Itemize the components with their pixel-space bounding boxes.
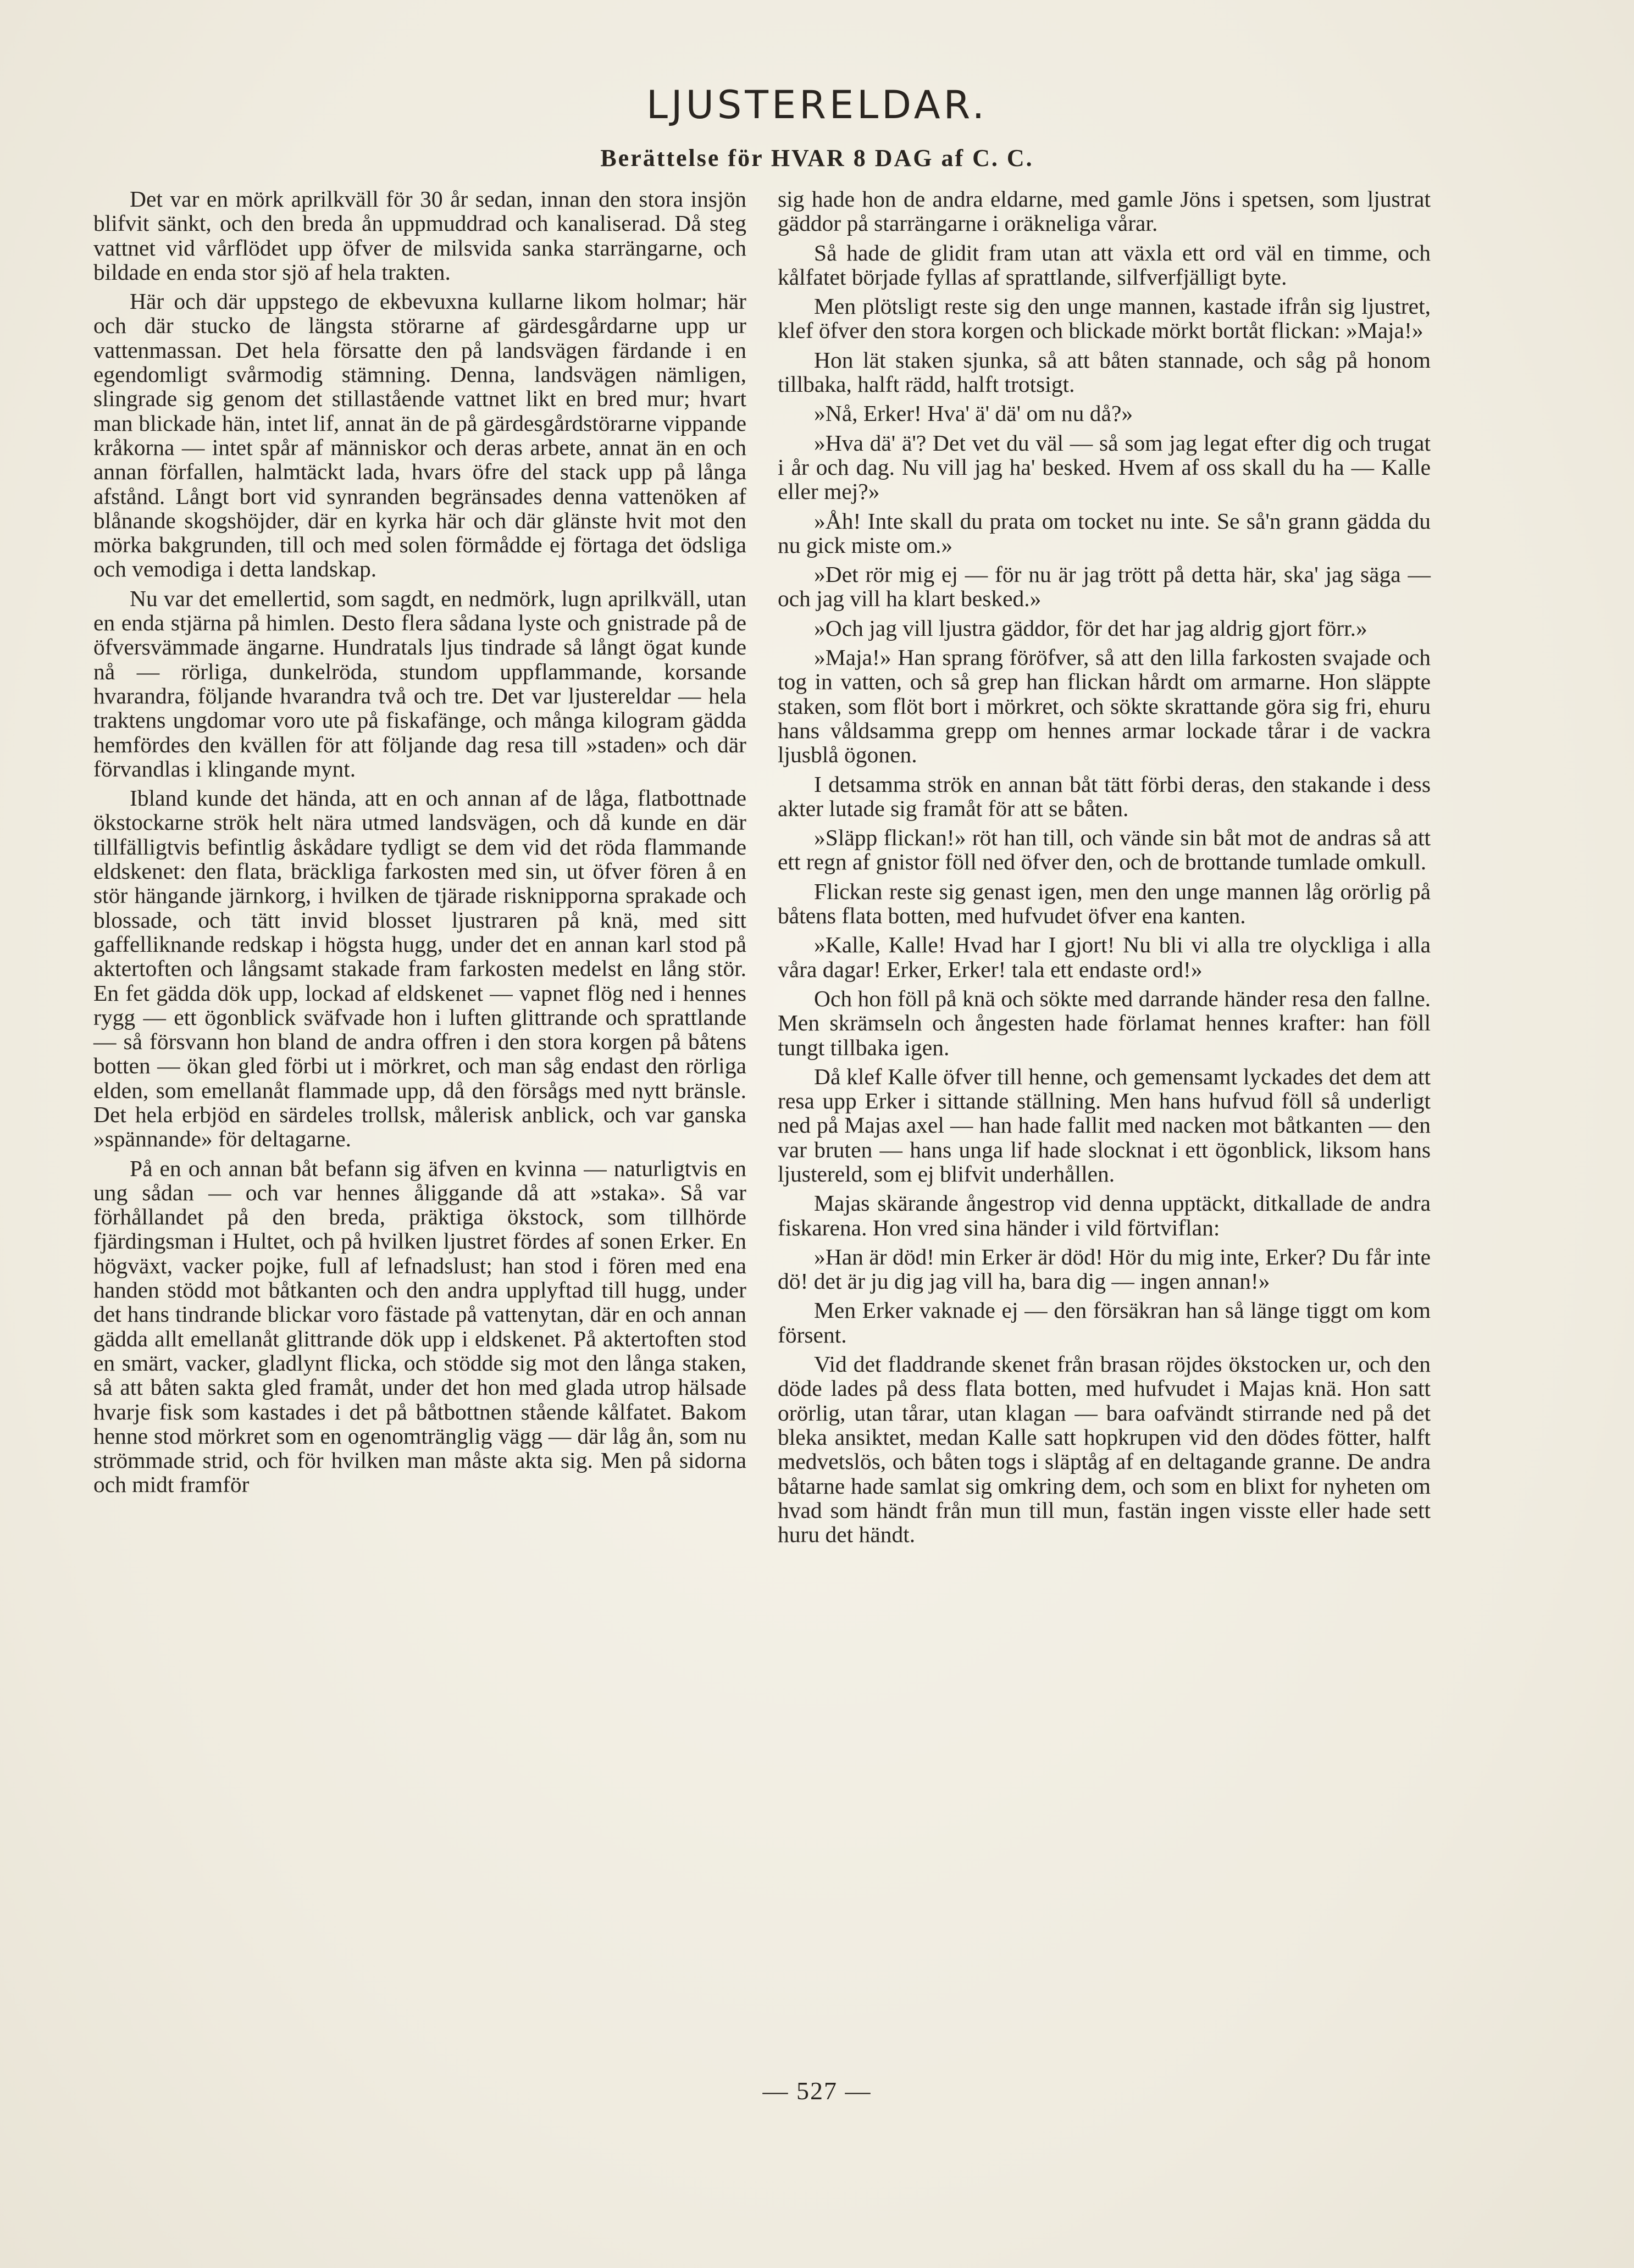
- paragraph: »Hva dä' ä'? Det vet du väl — så som jag legat efter dig och trugat i år och dag. Nu vill jag ha' besked. Hvem af oss skall du ha — Kalle eller mej?»: [778, 430, 1431, 504]
- left-column: [93, 187, 746, 1502]
- paragraph: Nu var det emellertid, som sagdt, en nedmörk, lugn aprilkväll, utan en enda stjärna på himlen. Desto flera sådana lyste och gnistrade på de öfversvämmade ängarne. Hundratals ljus tindrade så långt ögat kunde nå — rörliga, dunkelröda, stundom uppflammande, korsande hvarandra, följande hvarandra två och tre. Det var ljustereldar — hela traktens ungdomar voro ute på fiskafänge, och många kilogram gädda hemfördes den kvällen för att följande dag resa till »staden» och där förvandlas i klingande mynt.: [93, 585, 746, 781]
- paragraph: »Åh! Inte skall du prata om tocket nu inte. Se så'n grann gädda du nu gick miste om.»: [778, 508, 1431, 558]
- paragraph: Hon lät staken sjunka, så att båten stannade, och såg på honom tillbaka, halft rädd, halft trotsigt.: [778, 347, 1431, 397]
- paragraph: »Nå, Erker! Hva' ä' dä' om nu då?»: [814, 401, 1133, 426]
- right-column: [778, 187, 1431, 1551]
- paragraph: Och hon föll på knä och sökte med darrande händer resa den fallne. Men skrämseln och ångesten hade förlamat hennes krafter: han föll tungt tillbaka igen.: [778, 985, 1431, 1060]
- paragraph: Vid det fladdrande skenet från brasan röjdes ökstocken ur, och den döde lades på dess flata botten, med hufvudet i Majas knä. Hon satt orörlig, utan tårar, utan klagan — bara oafvändt stirrande ned på det bleka ansiktet, medan Kalle satt hopkrupen vid den dödes fötter, halft medvetslös, och båten togs i släptåg af en deltagande granne. De andra båtarne hade samlat sig omkring dem, och som en blixt for nyheten om hvad som händt från mun till mun, fastän ingen visste eller hade sett huru det händt.: [778, 1351, 1431, 1548]
- paragraph: »Släpp flickan!» röt han till, och vände sin båt mot de andras så att ett regn af gnistor föll ned öfver den, och de brottande tumlade omkull.: [778, 825, 1431, 875]
- paragraph: Men plötsligt reste sig den unge mannen, kastade ifrån sig ljustret, klef öfver den stora korgen och blickade mörkt bortåt flickan: »Maja!»: [778, 293, 1431, 343]
- paragraph: Men Erker vaknade ej — den försäkran han så länge tiggt om kom försent.: [778, 1297, 1431, 1348]
- paragraph: »Kalle, Kalle! Hvad har I gjort! Nu bli vi alla tre olyckliga i alla våra dagar! Erker, Erker! tala ett endaste ord!»: [778, 932, 1431, 982]
- paragraph: Här och där uppstego de ekbevuxna kullarne likom holmar; här och där stucko de längsta störarne af gärdesgårdarne upp ur vattenmassan. Det hela försatte den på landsvägen färdande i en egendomligt svårmodig stämning. Denna, landsvägen nämligen, slingrade sig genom det stillastående vattnet likt en bred mur; hvart man blickade hän, intet lif, annat än de på gärdesgårdstörarne vippande kråkorna — intet spår af människor och deras arbete, annat än en och annan förfallen, halmtäckt lada, hvars öfre del stack upp på långa afstånd. Långt bort vid synranden begränsades denna vattenöken af blånande skogshöjder, där en kyrka här och där glänste hvit mot den mörka bakgrunden, till och med solen förmådde ej förtaga det ödsliga och vemodiga i detta landskap.: [93, 289, 746, 582]
- paragraph: »Han är död! min Erker är död! Hör du mig inte, Erker? Du får inte dö! det är ju dig jag vill ha, bara dig — ingen annan!»: [778, 1244, 1431, 1294]
- story-title: LJUSTERELDAR.: [646, 82, 988, 127]
- paragraph: »Maja!» Han sprang föröfver, så att den lilla farkosten svajade och tog in vatten, och så grep han flickan hårdt om armarne. Hon släppte staken, som flöt bort i mörkret, och sökte skrattande göra sig fri, ehuru hans våldsamma grepp om hennes armar lockade tårar i de vackra ljusblå ögonen.: [778, 645, 1431, 768]
- paragraph: »Det rör mig ej — för nu är jag trött på detta här, ska' jag säga — och jag vill ha klart besked.»: [778, 562, 1431, 612]
- paragraph: Då klef Kalle öfver till henne, och gemensamt lyckades det dem att resa upp Erker i sittande ställning. Men hans hufvud föll så underligt ned på Majas axel — han hade fallit med nacken mot båtkanten — den var bruten — hans unga lif hade slocknat i ett ögonblick, liksom hans ljustereld, som ej blifvit underhållen.: [778, 1063, 1431, 1186]
- story-subtitle: Berättelse för HVAR 8 DAG af C. C.: [600, 145, 1034, 171]
- paragraph: Så hade de glidit fram utan att växla ett ord väl en timme, och kålfatet började fyllas af sprattlande, silfverfjälligt byte.: [778, 240, 1431, 290]
- page-number: — 527 —: [762, 2077, 872, 2105]
- paragraph: På en och annan båt befann sig äfven en kvinna — naturligtvis en ung sådan — och var hennes åliggande då att »staka». Så var förhållandet på den breda, präktiga ökstock, som tillhörde fjärdingsman i Hultet, och på hvilken ljustret fördes af sonen Erker. En högväxt, vacker pojke, full af lefnadslust; han stod i fören med ena handen stödd mot båtkanten och den andra upplyftad till hugg, under det hans tindrande blickar voro fästade på vattenytan, där en och annan gädda allt emellanåt glittrande dök upp i eldskenet. På aktertoften stod en smärt, vacker, gladlynt flicka, och stödde sig mot den långa staken, så att båten sakta gled framåt, under det hon med glada utrop hälsade hvarje fisk som kastades i det på båtbottnen stående kålfatet. Bakom henne stod mörkret som en ogenomtränglig vägg — där låg ån, som nu strömmade strid, och för hvilken man måste akta sig. Men på sidorna och midt framför: [93, 1155, 746, 1498]
- paragraph: Flickan reste sig genast igen, men den unge mannen låg orörlig på båtens flata botten, med hufvudet öfver ena kanten.: [778, 878, 1431, 929]
- paragraph: I detsamma strök en annan båt tätt förbi deras, den stakande i dess akter lutade sig framåt för att se båten.: [778, 771, 1431, 821]
- paragraph: »Och jag vill ljustra gäddor, för det har jag aldrig gjort förr.»: [814, 615, 1367, 641]
- paragraph: Majas skärande ångestrop vid denna upptäckt, ditkallade de andra fiskarena. Hon vred sina händer i vild förtviflan:: [778, 1190, 1431, 1240]
- paragraph: sig hade hon de andra eldarne, med gamle Jöns i spetsen, som ljustrat gäddor på starrängarne i oräkneliga vårar.: [778, 186, 1431, 236]
- paragraph: Det var en mörk aprilkväll för 30 år sedan, innan den stora insjön blifvit sänkt, och den breda ån uppmuddrad och kanaliserad. Då steg vattnet vid vårflödet upp öfver de milsvida sanka starrängarne, och bildade en enda stor sjö af hela trakten.: [93, 186, 746, 285]
- paragraph: Ibland kunde det hända, att en och annan af de låga, flatbottnade ökstockarne strök helt nära utmed landsvägen, och då kunde en där tillfälligtvis befintlig åskådare tydligt se dem vid det röda flammande eldskenet: den flata, bräckliga farkosten med sin, ut öfver fören å en stör hängande järnkorg, i hvilken de tjärade risknipporna sprakade och blossade, och tätt invid blosset ljustraren på knä, med sitt gaffelliknande redskap i högsta hugg, under det en annan karl stod på aktertoften och långsamt stakade fram farkosten medelst en lång stör. En fet gädda dök upp, lockad af eldskenet — vapnet flög ned i hennes rygg — ett ögonblick sväfvade hon i luften glittrande och sprattlande — så försvann hon bland de andra offren i den stora korgen på båtens botten — ökan gled förbi ut i mörkret, och man såg endast den rörliga elden, som emellanåt flammade upp, då den försågs med nytt bränsle. Det hela erbjöd en särdeles trollsk, målerisk anblick, och var ganska »spännande» för deltagarne.: [93, 785, 746, 1152]
